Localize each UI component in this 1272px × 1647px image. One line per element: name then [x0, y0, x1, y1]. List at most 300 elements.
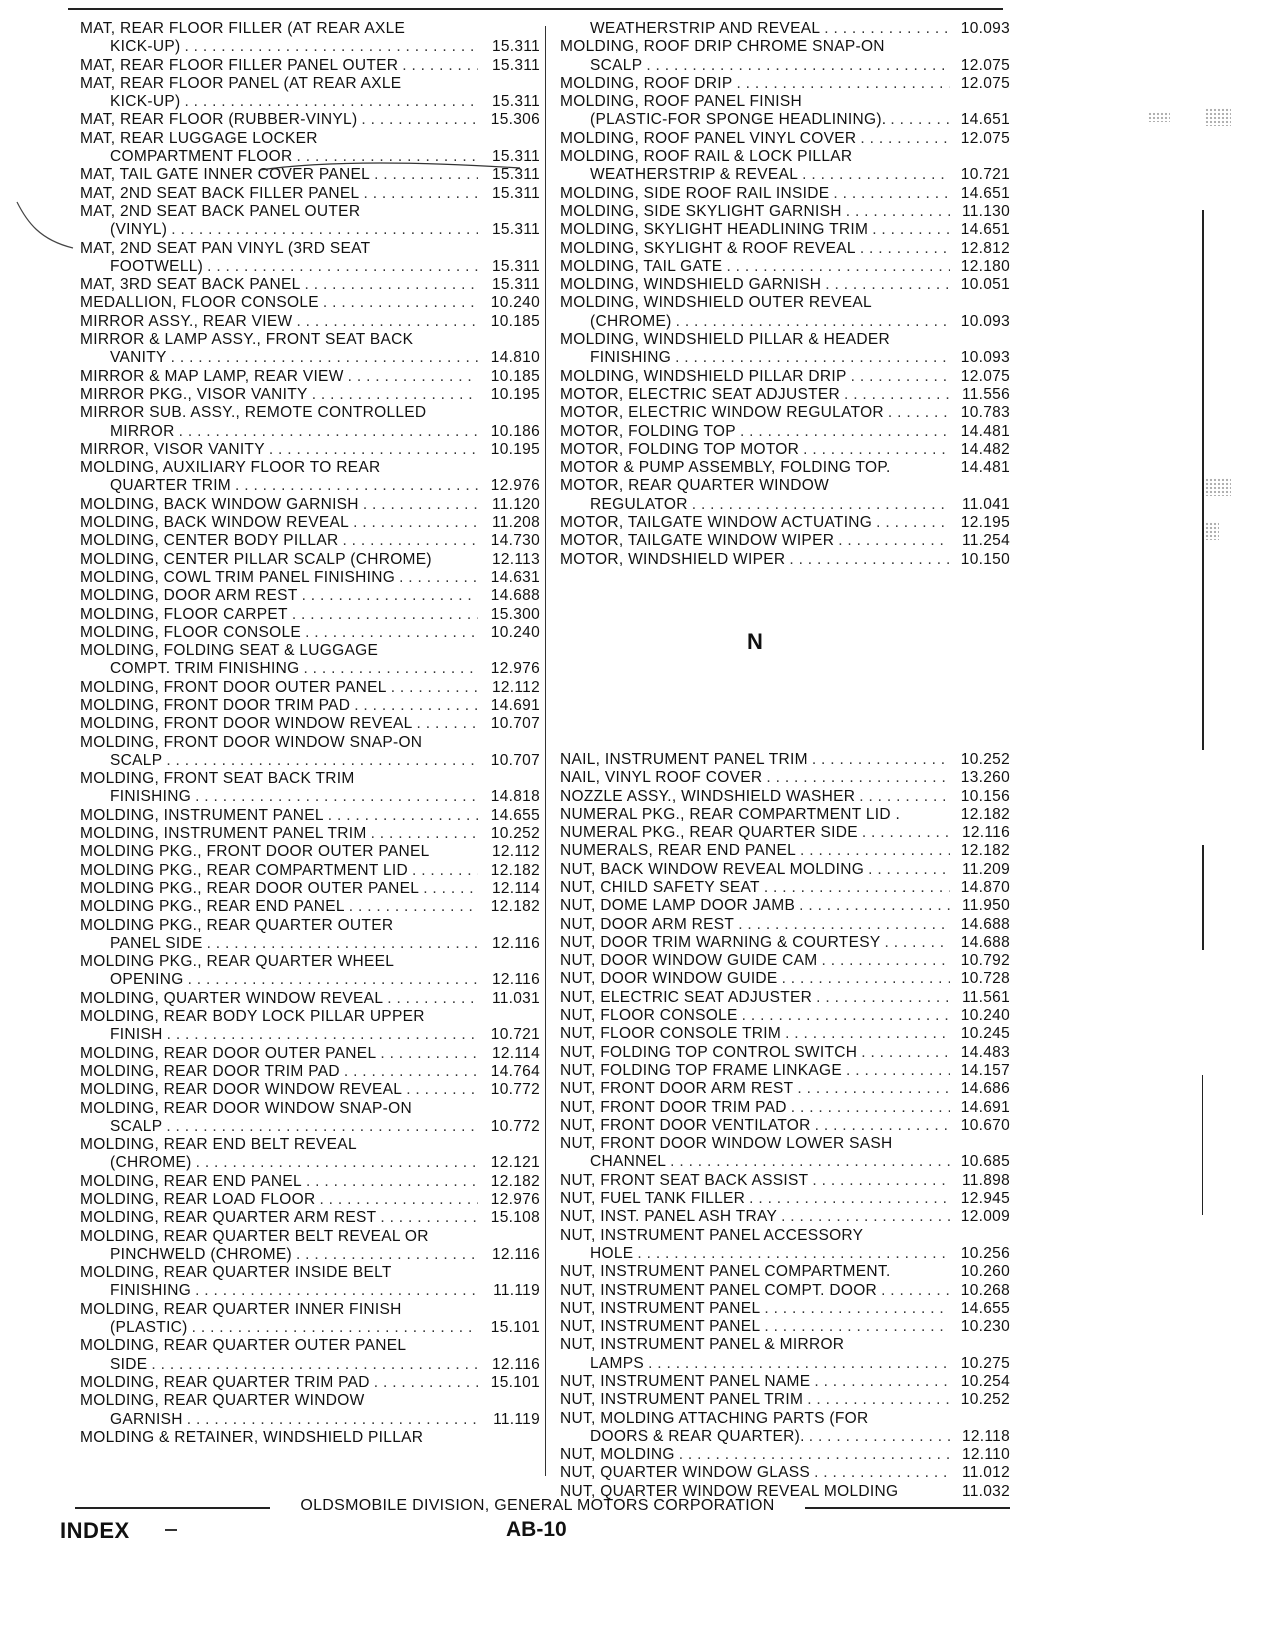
index-section-m-continued [560, 20, 1010, 569]
strike-mark-icon [255, 158, 555, 178]
entry-text: FINISHING [110, 788, 192, 806]
index-entry [560, 1135, 1010, 1172]
entry-text: MOLDING, REAR END BELT REVEAL [80, 1136, 357, 1154]
leader-dots [795, 897, 950, 915]
entry-text: MOTOR, FOLDING TOP MOTOR [560, 440, 800, 458]
entry-text: MOLDING, SKYLIGHT HEADLINING TRIM [560, 221, 869, 239]
entry-text: NUT, INSTRUMENT PANEL ACCESSORY [560, 1226, 864, 1244]
scan-speckle [1205, 522, 1219, 540]
leader-dots [812, 989, 950, 1007]
index-entry [80, 825, 540, 843]
leader-dots [872, 514, 950, 532]
entry-page-ref: 10.195 [490, 385, 540, 403]
entry-page-ref: 10.783 [960, 404, 1010, 422]
index-entry [80, 1045, 540, 1063]
index-entry [560, 1172, 1010, 1190]
entry-text: NUT, FRONT DOOR ARM REST [560, 1080, 794, 1098]
leader-dots [324, 807, 478, 825]
entry-text: MIRROR PKG., VISOR VANITY [80, 385, 308, 403]
entry-page-ref: 10.240 [490, 294, 540, 312]
entry-text: MOTOR, REAR QUARTER WINDOW [560, 477, 830, 495]
entry-page-ref: 12.116 [491, 934, 540, 952]
entry-page-ref: 14.651 [960, 221, 1010, 239]
index-entry [80, 1136, 540, 1173]
index-entry [560, 788, 1010, 806]
leader-dots [350, 697, 478, 715]
index-entry [80, 569, 540, 587]
entry-page-ref: 15.311 [491, 257, 540, 275]
index-entry [560, 93, 1010, 130]
entry-page-ref: 12.180 [960, 257, 1010, 275]
index-entry [560, 38, 1010, 75]
entry-text: MAT, 3RD SEAT BACK PANEL [80, 276, 301, 294]
leader-dots [881, 934, 951, 952]
leader-dots [762, 769, 950, 787]
entry-page-ref: 12.116 [491, 1355, 540, 1373]
entry-text: MOLDING, ROOF RAIL & LOCK PILLAR [560, 148, 853, 166]
section-heading-n: N [747, 628, 763, 654]
index-entry [560, 1044, 1010, 1062]
index-entry [80, 1264, 540, 1301]
leader-dots [192, 1154, 478, 1172]
entry-page-ref: 10.685 [960, 1153, 1010, 1171]
entry-text: MOLDING, SIDE SKYLIGHT GARNISH [560, 202, 842, 220]
leader-dots [842, 1062, 950, 1080]
leader-dots [345, 898, 478, 916]
entry-page-ref: 10.195 [490, 440, 540, 458]
index-entry [560, 477, 1010, 514]
entry-text: MOLDING, REAR DOOR TRIM PAD [80, 1062, 340, 1080]
entry-text: NUT, INSTRUMENT PANEL COMPT. DOOR [560, 1281, 878, 1299]
entry-page-ref: 12.009 [960, 1208, 1010, 1226]
leader-dots [395, 569, 478, 587]
index-entry [560, 185, 1010, 203]
entry-text: MAT, REAR FLOOR (RUBBER-VINYL) [80, 111, 358, 129]
leader-dots [732, 75, 950, 93]
entry-page-ref: 10.268 [960, 1281, 1010, 1299]
index-entry [80, 368, 540, 386]
leader-dots [820, 20, 950, 38]
entry-page-ref: 10.721 [960, 166, 1010, 184]
leader-dots [162, 1118, 478, 1136]
leader-dots [175, 423, 478, 441]
leader-dots [842, 203, 950, 221]
entry-text: NUT, FRONT DOOR VENTILATOR [560, 1116, 811, 1134]
entry-text: MAT, REAR FLOOR PANEL (AT REAR AXLE [80, 74, 402, 92]
entry-text: NUMERAL PKG., REAR QUARTER SIDE [560, 824, 858, 842]
entry-text: MOLDING, SIDE ROOF RAIL INSIDE [560, 184, 830, 202]
entry-page-ref: 11.130 [961, 202, 1010, 220]
entry-text: MIRROR ASSY., REAR VIEW [80, 312, 293, 330]
entry-text: NUT, DOOR WINDOW GUIDE CAM [560, 952, 818, 970]
entry-page-ref: 14.870 [960, 878, 1010, 896]
leader-dots [675, 1446, 950, 1464]
entry-text: NUT, INST. PANEL ASH TRAY [560, 1208, 778, 1226]
leader-dots [808, 1172, 950, 1190]
entry-page-ref: 12.116 [961, 824, 1010, 842]
index-entry [80, 240, 540, 277]
entry-text: MOLDING, REAR QUARTER ARM REST [80, 1209, 377, 1227]
entry-text: WEATHERSTRIP AND REVEAL [590, 20, 821, 37]
entry-text: FINISHING [110, 1282, 192, 1300]
index-entry [560, 1282, 1010, 1300]
leader-dots [799, 441, 950, 459]
index-entry [80, 514, 540, 532]
entry-page-ref: 10.245 [960, 1025, 1010, 1043]
index-entry [80, 20, 540, 57]
index-label: INDEX [60, 1518, 130, 1543]
leader-dots [808, 751, 950, 769]
index-entry [80, 606, 540, 624]
entry-text: NUT, INSTRUMENT PANEL NAME [560, 1373, 811, 1390]
index-entry [80, 624, 540, 642]
index-entry [80, 587, 540, 605]
entry-page-ref: 14.688 [960, 933, 1010, 951]
entry-page-ref: 11.031 [491, 989, 540, 1007]
leader-dots [760, 879, 950, 897]
entry-page-ref: 10.185 [490, 312, 540, 330]
entry-text: PANEL SIDE [110, 934, 203, 952]
leader-dots [818, 952, 950, 970]
entry-text: MOLDING, DOOR ARM REST [80, 587, 298, 605]
entry-text: MOLDING, FLOOR CONSOLE [80, 623, 302, 641]
leader-dots [308, 386, 478, 404]
index-entry [560, 276, 1010, 294]
leader-dots [340, 1063, 478, 1081]
entry-page-ref: 12.945 [960, 1190, 1010, 1208]
entry-page-ref: 10.728 [960, 970, 1010, 988]
entry-text: NAIL, INSTRUMENT PANEL TRIM [560, 750, 808, 768]
entry-text: COMPT. TRIM FINISHING [110, 660, 300, 678]
index-entry [80, 862, 540, 880]
leader-dots [292, 1246, 478, 1264]
entry-text: MOLDING, ROOF PANEL FINISH [560, 93, 803, 111]
index-entry [80, 551, 540, 569]
index-entry [80, 1374, 540, 1392]
leader-dots [167, 221, 478, 239]
index-section-n [560, 751, 1010, 1501]
entry-text: NUMERAL PKG., REAR COMPARTMENT LID . [560, 805, 901, 823]
index-entry [80, 843, 540, 861]
entry-text: SCALP [590, 56, 643, 74]
index-entry [560, 952, 1010, 970]
entry-page-ref: 14.691 [960, 1098, 1010, 1116]
entry-page-ref: 12.118 [961, 1427, 1010, 1445]
entry-text: MOLDING, REAR DOOR WINDOW SNAP-ON [80, 1099, 412, 1117]
entry-page-ref: 14.483 [960, 1043, 1010, 1061]
leader-dots [191, 1282, 478, 1300]
index-entry [560, 1263, 1010, 1281]
entry-text: SCALP [110, 751, 163, 769]
leader-dots [644, 1355, 950, 1373]
footer-publisher: OLDSMOBILE DIVISION, GENERAL MOTORS CORPORATION [300, 1497, 775, 1514]
entry-text: MOLDING, ROOF DRIP [560, 74, 733, 92]
leader-dots [387, 679, 478, 697]
entry-text: MAT, 2ND SEAT PAN VINYL (3RD SEAT [80, 239, 371, 257]
leader-dots [840, 386, 950, 404]
entry-page-ref: 15.311 [491, 221, 540, 239]
entry-page-ref: 10.051 [960, 276, 1010, 294]
entry-text: MOLDING, FLOOR CARPET [80, 605, 288, 623]
entry-text: NUT, FLOOR CONSOLE TRIM [560, 1025, 782, 1043]
entry-text: MOLDING, FRONT DOOR WINDOW SNAP-ON [80, 733, 423, 751]
entry-text: (PLASTIC-FOR SPONGE HEADLINING). [590, 111, 887, 129]
entry-text: MOLDING PKG., REAR END PANEL [80, 898, 345, 916]
entry-page-ref: 10.254 [960, 1373, 1010, 1390]
entry-text: HOLE [590, 1244, 634, 1262]
entry-page-ref: 12.812 [960, 239, 1010, 257]
entry-text: MOLDING, TAIL GATE [560, 257, 723, 275]
entry-page-ref: 11.120 [491, 495, 540, 513]
entry-text: MOLDING, COWL TRIM PANEL FINISHING [80, 568, 396, 586]
entry-page-ref: 15.101 [490, 1373, 540, 1391]
index-entry [80, 532, 540, 550]
scan-speckle [1205, 108, 1231, 126]
index-entry [80, 294, 540, 312]
entry-page-ref: 11.254 [961, 532, 1010, 550]
entry-text: MOLDING, REAR QUARTER BELT REVEAL OR [80, 1227, 429, 1245]
leader-dots [829, 185, 950, 203]
entry-text: NUT, INSTRUMENT PANEL TRIM [560, 1391, 804, 1409]
index-entry [80, 404, 540, 441]
index-entry [560, 1117, 1010, 1135]
index-entry [560, 551, 1010, 569]
entry-text: MOLDING, CENTER BODY PILLAR [80, 532, 339, 550]
leader-dots [672, 313, 950, 331]
leader-dots [798, 166, 950, 184]
leader-dots [847, 368, 950, 386]
index-entry [560, 1062, 1010, 1080]
entry-page-ref: 15.311 [491, 148, 540, 166]
entry-page-ref: 12.075 [960, 367, 1010, 385]
entry-page-ref: 10.792 [960, 952, 1010, 970]
index-entry [560, 1373, 1010, 1391]
entry-text: NUT, DOOR WINDOW GUIDE [560, 970, 778, 988]
entry-text: MOLDING PKG., REAR QUARTER OUTER [80, 916, 394, 934]
leader-dots [398, 57, 478, 75]
entry-text: NUT, QUARTER WINDOW REVEAL MOLDING [560, 1482, 899, 1500]
leader-dots [785, 551, 950, 569]
index-entry [80, 770, 540, 807]
leader-dots [188, 1319, 478, 1337]
column-divider [545, 26, 546, 1476]
entry-page-ref: 14.482 [960, 440, 1010, 458]
entry-page-ref: 12.075 [960, 74, 1010, 92]
entry-text: NUT, DOOR ARM REST [560, 915, 735, 933]
entry-text: KICK-UP) [110, 93, 181, 111]
entry-page-ref: 14.655 [960, 1299, 1010, 1317]
pencil-mark-icon [15, 200, 75, 260]
leader-dots [367, 825, 478, 843]
index-entry [80, 880, 540, 898]
entry-text: MOLDING PKG., REAR DOOR OUTER PANEL [80, 879, 420, 897]
entry-page-ref: 11.012 [961, 1464, 1010, 1482]
entry-text: DOORS & REAR QUARTER). [590, 1427, 805, 1445]
leader-dots [357, 111, 478, 129]
index-entry [560, 1208, 1010, 1226]
leader-dots [886, 111, 950, 129]
index-entry [80, 1337, 540, 1374]
leader-dots [857, 1044, 950, 1062]
footer-rule-left [75, 1507, 270, 1509]
entry-page-ref: 12.116 [491, 971, 540, 989]
index-entry [560, 769, 1010, 787]
leader-dots [722, 258, 950, 276]
entry-text: CHANNEL [590, 1153, 667, 1171]
entry-page-ref: 10.185 [490, 367, 540, 385]
index-entry [560, 989, 1010, 1007]
leader-dots [856, 240, 950, 258]
leader-dots [671, 349, 950, 367]
index-entry [560, 879, 1010, 897]
leader-dots [666, 1153, 950, 1171]
leader-dots [344, 368, 478, 386]
entry-text: MOLDING, AUXILIARY FLOOR TO REAR [80, 459, 381, 477]
index-entry [560, 842, 1010, 860]
index-entry [80, 1301, 540, 1338]
leader-dots [292, 313, 478, 331]
entry-page-ref: 10.256 [960, 1244, 1010, 1262]
index-entry [80, 441, 540, 459]
index-entry [560, 1099, 1010, 1117]
entry-text: (CHROME) [110, 1154, 192, 1172]
leader-dots [777, 1208, 950, 1226]
entry-text: OPENING [110, 971, 184, 989]
entry-page-ref: 11.041 [961, 495, 1010, 513]
leader-dots [633, 1245, 950, 1263]
entry-text: NUT, DOME LAMP DOOR JAMB [560, 897, 796, 915]
leader-dots [877, 1282, 950, 1300]
index-entry [80, 111, 540, 129]
entry-page-ref: 14.810 [490, 349, 540, 367]
entry-text: MOTOR, ELECTRIC SEAT ADJUSTER [560, 385, 840, 403]
index-entry [560, 203, 1010, 221]
index-entry [560, 1410, 1010, 1447]
entry-text: MOLDING, SKYLIGHT & ROOF REVEAL [560, 239, 856, 257]
entry-page-ref: 15.311 [491, 56, 540, 74]
entry-page-ref: 14.651 [960, 184, 1010, 202]
entry-text: MOLDING, FRONT DOOR TRIM PAD [80, 696, 351, 714]
leader-dots [376, 1209, 478, 1227]
entry-page-ref: 15.101 [490, 1319, 540, 1337]
index-entry [560, 459, 1010, 477]
leader-dots [288, 606, 478, 624]
entry-page-ref: 10.230 [960, 1318, 1010, 1336]
index-entry [80, 642, 540, 679]
index-entry [80, 1191, 540, 1209]
index-entry [560, 1391, 1010, 1409]
leader-dots [183, 1411, 478, 1429]
index-entry [560, 130, 1010, 148]
entry-text: NUT, INSTRUMENT PANEL COMPARTMENT. [560, 1263, 891, 1281]
entry-page-ref: 15.311 [491, 184, 540, 202]
entry-text: MAT, 2ND SEAT BACK PANEL OUTER [80, 202, 361, 220]
entry-page-ref: 10.707 [490, 751, 540, 769]
leader-dots [147, 1356, 478, 1374]
entry-text: MOLDING, QUARTER WINDOW REVEAL [80, 989, 384, 1007]
leader-dots [265, 441, 478, 459]
entry-page-ref: 12.114 [491, 1044, 540, 1062]
index-entry [560, 404, 1010, 422]
index-entry [80, 697, 540, 715]
leader-dots [413, 715, 478, 733]
entry-text: FINISH [110, 1026, 163, 1044]
entry-text: NUT, BACK WINDOW REVEAL MOLDING [560, 860, 865, 878]
index-entry [560, 1464, 1010, 1482]
leader-dots [781, 1025, 950, 1043]
leader-dots [298, 587, 478, 605]
leader-dots [302, 1173, 478, 1191]
leader-dots [642, 57, 950, 75]
entry-text: MOLDING, REAR BODY LOCK PILLAR UPPER [80, 1008, 425, 1026]
index-entry [560, 1080, 1010, 1098]
entry-text: NUT, FLOOR CONSOLE [560, 1007, 738, 1025]
entry-page-ref: 12.976 [490, 660, 540, 678]
entry-page-ref: 12.182 [490, 861, 540, 879]
entry-page-ref: 10.707 [490, 715, 540, 733]
entry-text: NUT, INSTRUMENT PANEL & MIRROR [560, 1336, 845, 1354]
entry-page-ref: 10.252 [960, 1391, 1010, 1409]
entry-text: (PLASTIC) [110, 1319, 188, 1337]
index-entry [560, 532, 1010, 550]
entry-text: MIRROR [110, 422, 175, 440]
entry-page-ref: 12.112 [491, 678, 540, 696]
entry-page-ref: 14.691 [490, 696, 540, 714]
entry-text: MOLDING, CENTER PILLAR SCALP (CHROME) [80, 550, 432, 568]
entry-page-ref: 12.116 [491, 1245, 540, 1263]
entry-text: NUT, FOLDING TOP FRAME LINKAGE [560, 1061, 843, 1079]
page-number: AB-10 [506, 1518, 567, 1541]
index-entry [80, 276, 540, 294]
leader-dots [383, 990, 478, 1008]
leader-dots [760, 1300, 950, 1318]
entry-text: NOZZLE ASSY., WINDSHIELD WASHER [560, 787, 856, 805]
index-entry [80, 496, 540, 514]
entry-text: MOLDING, REAR LOAD FLOOR [80, 1191, 316, 1208]
entry-text: MOLDING, WINDSHIELD OUTER REVEAL [560, 294, 872, 312]
entry-page-ref: 11.950 [961, 897, 1010, 915]
entry-page-ref: 14.688 [960, 915, 1010, 933]
leader-dots [734, 916, 950, 934]
entry-text: MOLDING, REAR END PANEL [80, 1172, 302, 1190]
leader-dots [760, 1318, 950, 1336]
entry-text: NUT, DOOR TRIM WARNING & COURTESY [560, 933, 881, 951]
index-entry [80, 1100, 540, 1137]
index-entry [560, 970, 1010, 988]
index-entry [80, 679, 540, 697]
index-entry [560, 294, 1010, 331]
index-entry [80, 1063, 540, 1081]
index-entry [560, 824, 1010, 842]
index-entry [80, 898, 540, 916]
entry-page-ref: 15.311 [491, 93, 540, 111]
index-entry [560, 1300, 1010, 1318]
leader-dots [810, 1464, 950, 1482]
entry-text: MOLDING PKG., REAR QUARTER WHEEL [80, 953, 395, 971]
leader-dots [864, 861, 950, 879]
leader-dots [167, 349, 478, 367]
entry-text: VANITY [110, 349, 167, 367]
leader-dots [203, 935, 478, 953]
entry-page-ref: 10.772 [490, 1117, 540, 1135]
entry-text: MOLDING PKG., FRONT DOOR OUTER PANEL [80, 843, 430, 861]
entry-text: MIRROR SUB. ASSY., REMOTE CONTROLLED [80, 404, 427, 422]
entry-text: NUT, INSTRUMENT PANEL [560, 1299, 761, 1317]
entry-text: MOLDING, ROOF PANEL VINYL COVER [560, 129, 857, 147]
index-entry [80, 953, 540, 990]
index-entry [80, 1008, 540, 1045]
entry-text: FINISHING [590, 349, 672, 367]
